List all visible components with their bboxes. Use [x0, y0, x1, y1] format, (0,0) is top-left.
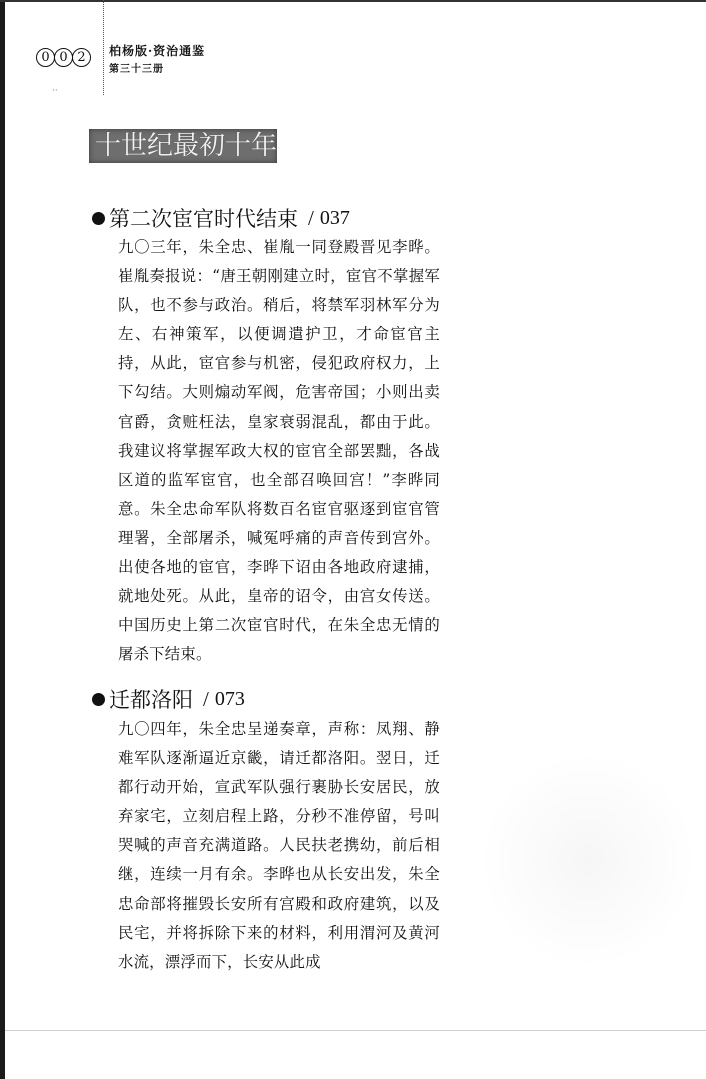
bullet-icon — [92, 212, 105, 225]
page-number — [36, 48, 90, 67]
section-page-ref: 037 — [319, 206, 350, 229]
heading-separator: / — [203, 686, 209, 711]
section-heading-text: 第二次宦官时代结束 — [109, 207, 298, 231]
section-heading — [92, 684, 245, 714]
heading-separator: / — [308, 205, 314, 230]
chapter-title: 十世纪最初十年 — [89, 129, 277, 163]
scan-edge-left — [0, 0, 5, 1079]
page-digit: 0 — [54, 48, 73, 67]
volume-label: 第三十三册 — [109, 64, 164, 75]
header-divider — [103, 0, 104, 95]
section-heading — [92, 203, 350, 233]
page-digit: 2 — [72, 48, 91, 67]
bullet-icon — [92, 693, 105, 706]
section-page-ref: 073 — [214, 687, 245, 710]
bottom-rule — [5, 1030, 706, 1031]
series-title: 柏杨版·资治通鉴 — [109, 44, 206, 58]
bleed-through-patch — [478, 750, 698, 970]
scan-speck: ·· — [52, 86, 58, 96]
section-heading-text: 迁都洛阳 — [109, 688, 193, 712]
scan-edge-top — [0, 0, 706, 2]
page-digit: 0 — [36, 48, 55, 67]
section-body: 九〇四年，朱全忠呈递奏章，声称：凤翔、静难军队逐渐逼近京畿，请迁都洛阳。翌日，迁都行动开始，宣武军队强行裹胁长安居民，放弃家宅，立刻启程上路，分秒不准停留，号叫哭喊的声音充满道路。人民扶老携幼，前后相继，连续一月有余。李晔也从长安出发，朱全忠命部将摧毁长安所有宫殿和政府建筑，以及民宅，并将拆除下来的材料，利用渭河及黄河水流，漂浮而下，长安从此成 — [118, 720, 440, 971]
section-body: 九〇三年，朱全忠、崔胤一同登殿晋见李晔。崔胤奏报说：“唐王朝刚建立时，宦官不掌握军队，也不参与政治。稍后，将禁军羽林军分为左、右神策军，以便调遣护卫，才命宦官主持，从此，宦官参与机密，侵犯政府权力，上下勾结。大则煽动军阀，危害帝国；小则出卖官爵，贪赃枉法，皇家衰弱混乱，都由于此。我建议将掌握军政大权的宦官全部罢黜，各战区道的监军宦官，也全部召唤回宫！”李晔同意。朱全忠命军队将数百名宦官驱逐到宦官管理署，全部屠杀，喊冤呼痛的声音传到宫外。出使各地的宦官，李晔下诏由各地政府逮捕，就地处死。从此，皇帝的诏令，由宫女传送。中国历史上第二次宦官时代，在朱全忠无情的屠杀下结束。 — [118, 238, 440, 664]
